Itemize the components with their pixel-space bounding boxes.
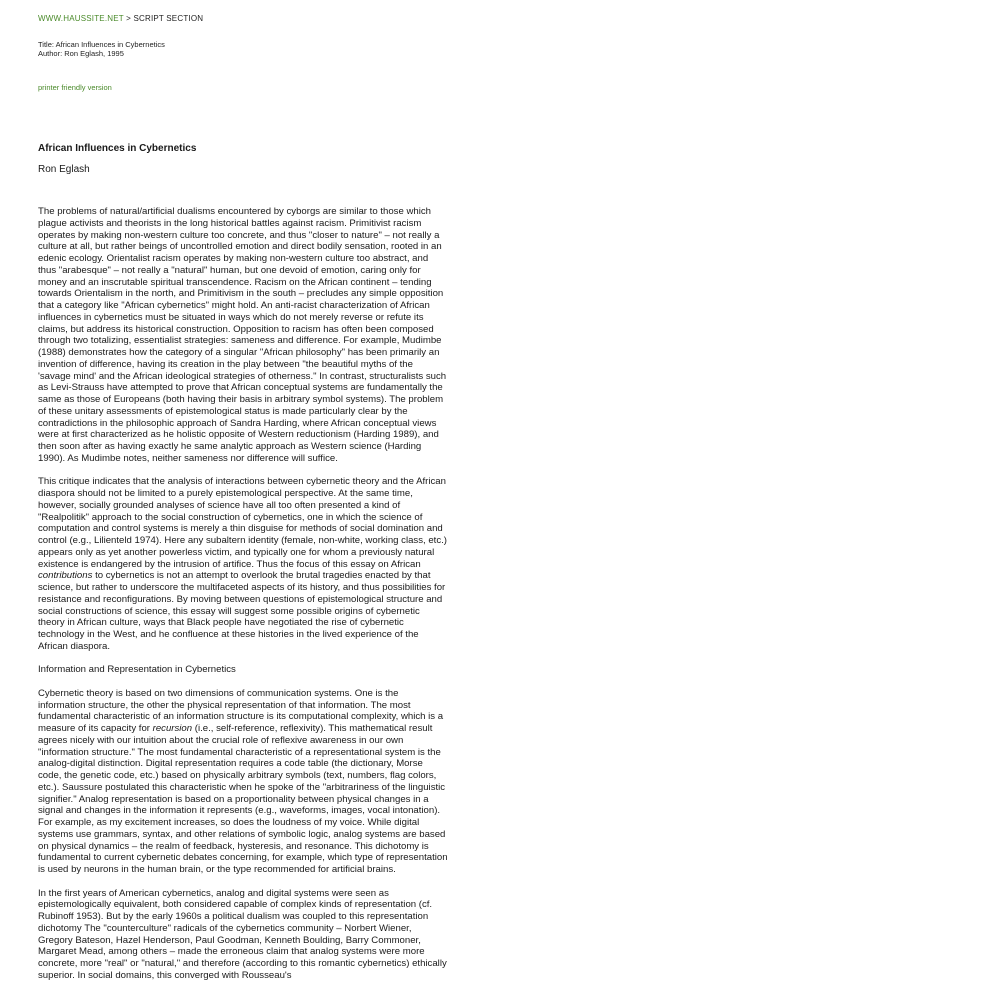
document-meta — [38, 40, 165, 58]
paragraph-text: This critique indicates that the analysis of interactions between cybernetic theory and the African diaspora should not be limited to a purely epistemological perspective. At the same time, however, socially grounded analyses of science have all too often presented a kind of "Realpolitik" approach to the social construction of cybernetics, one in which the science of computation and control systems is merely a thin disguise for methods of social domination and control (e.g., Lilienteld 1974). Here any subaltern identity (female, non-white, working class, etc.) appears only as yet another powerless victim, and typically one for whom a previously natural existence is endangered by the intrusion of artifice. Thus the focus of this essay on African — [38, 476, 447, 570]
breadcrumb-separator: > — [123, 14, 134, 23]
paragraph-text: to cybernetics is not an attempt to overlook the brutal tragedies enacted by that science, but rather to underscore the multifaceted aspects of its history, and thus possibilities for resistance and reconfigurations. By moving between questions of epistemological structure and social constructions of science, this essay will suggest some possible origins of cybernetic theory in African culture, ways that Black people have negotiated the rise of cybernetic technology in the West, and he confluence at these histories in the lived experience of the African diaspora. — [38, 570, 446, 652]
article-author: Ron Eglash — [38, 164, 90, 175]
paragraph: In the first years of American cybernetics, analog and digital systems were seen as epistemologically equivalent, both considered capable of complex kinds of representation (cf. Rubinoff 1953). But by the early 1960s a political dualism was coupled to this representation dichotomy The "counterculture" radicals of the cybernetics community – Norbert Wiener, Gregory Bateson, Hazel Henderson, Paul Goodman, Kenneth Boulding, Barry Commoner, Margaret Mead, among others – made the erroneous claim that analog systems were more concrete, more "real" or "natural," and therefore (according to this romantic cybernetics) ethically superior. In social domains, this converged with Rousseau's — [38, 887, 447, 981]
section-heading: Information and Representation in Cybernetics — [38, 664, 236, 676]
meta-title: Title: African Influences in Cybernetics — [38, 40, 165, 49]
paragraph-text: Cybernetic theory is based on two dimensions of communication systems. One is the information structure, the other the physical representation of that information. The most fundamental characteristic of an information structure is its computational complexity, which is a measure of its capacity for — [38, 687, 444, 734]
meta-author: Author: Ron Eglash, 1995 — [38, 49, 124, 58]
article-title: African Influences in Cybernetics — [38, 143, 197, 154]
paragraph — [38, 476, 448, 652]
site-link[interactable]: WWW.HAUSSITE.NET — [38, 14, 124, 23]
breadcrumb — [38, 14, 203, 23]
printer-friendly-link[interactable]: printer friendly version — [38, 83, 112, 92]
paragraph: The problems of natural/artificial dualisms encountered by cyborgs are similar to those which plague activists and theorists in the long historical battles against racism. Primitivist racism operates by making non-western culture too concrete, and thus "closer to nature" – not really a culture at all, but rather beings of uncontrolled emotion and direct bodily sensation, rooted in an edenic ecology. Orientalist racism operates by making non-western culture too abstract, and thus "arabesque" – not really a "natural" human, but one devoid of emotion, caring only for money and an inscrutable spiritual transcendence. Racism on the African continent – tending towards Orientalism in the north, and Primitivism in the south – precludes any simple opposition that a category like "African cybernetics" might hold. An anti-racist characterization of African influences in cybernetics must be situated in ways which do not merely reverse or refute its claims, but address its historical construction. Opposition to racism has often been composed through two totalizing, essentialist strategies: sameness and difference. For example, Mudimbe (1988) demonstrates how the category of a singular "African philosophy" has been primarily an invention of difference, having its creation in the play between "the beautiful myths of the 'savage mind' and the African ideological strategies of otherness." In contrast, structuralists such as Levi-Strauss have attempted to prove that African conceptual systems are fundamentally the same as those of Europeans (both having their basis in arbitrary symbol systems). The problem of these unitary assessments of epistemological status is made particularly clear by the contradictions in the philosophic approach of Sandra Harding, where African conceptual views were at first characterized as he holistic opposite of Western reductionism (Harding 1989), and then soon after as having exactly he same analytic approach as Western science (Harding 1990). As Mudimbe notes, neither sameness nor difference will suffice. — [38, 206, 447, 464]
breadcrumb-section: SCRIPT SECTION — [133, 14, 204, 23]
article-body — [38, 206, 448, 982]
paragraph-text: (i.e., self-reference, reflexivity). This mathematical result agrees nicely with our intuition about the crucial role of reflexive awareness in our own "information structure." The most fundamental characteristic of a representational system is the analog-digital distinction. Digital representation requires a code table (the dictionary, Morse code, the genetic code, etc.) based on physically arbitrary symbols (text, numbers, flag colors, etc.). Saussure postulated this characteristic when he spoke of the "arbitrariness of the linguistic signifier." Analog representation is based on a proportionality between physical changes in a signal and changes in the information it represents (e.g., waveforms, images, vocal intonation). For example, as my excitement increases, so does the loudness of my voice. While digital systems use grammars, syntax, and other relations of symbolic logic, analog systems are based on physical dynamics – the realm of feedback, hysteresis, and resonance. This dichotomy is fundamental to current cybernetic debates concerning, for example, which type of representation is used by neurons in the human brain, or the type recommended for artificial brains. — [38, 723, 448, 875]
paragraph — [38, 688, 448, 876]
article — [38, 143, 448, 993]
emphasis-text: recursion — [152, 723, 193, 734]
emphasis-text: contributions — [38, 570, 93, 582]
